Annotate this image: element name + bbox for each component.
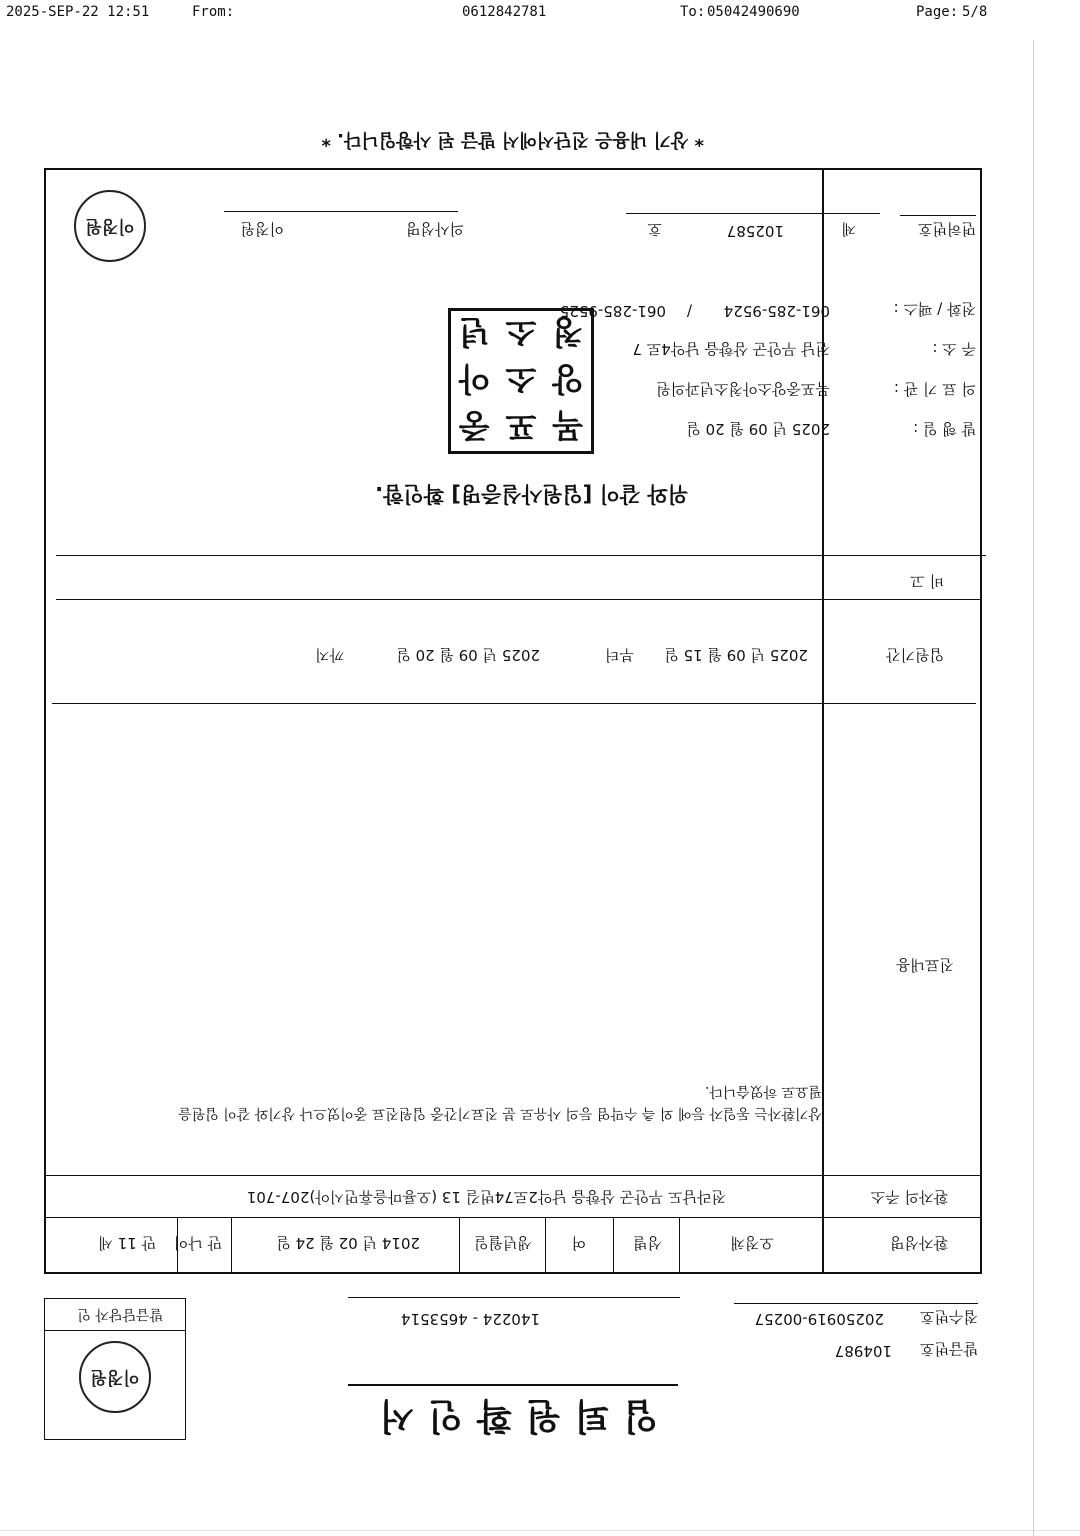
doctor-underline: [224, 211, 458, 212]
row4-bottom: [56, 599, 982, 600]
institution-label: 의 료 기 관 :: [893, 380, 976, 398]
fax-number: 061-285-9525: [559, 302, 666, 320]
doctor-name: 이정원: [240, 220, 284, 238]
institution-seal: [448, 308, 594, 454]
seal-char: 포: [505, 406, 537, 445]
address-label: 주 소 :: [932, 340, 976, 358]
issue-date: 2025 년 09 월 20 일: [686, 420, 830, 438]
seal-char: 소: [505, 360, 537, 399]
row1-divider-e: [231, 1218, 232, 1274]
seal-char: 아: [458, 360, 490, 399]
fax-page-label: Page:: [916, 4, 959, 20]
issuer-stamp-box: [44, 1298, 186, 1440]
resident-number: 140224 - 4653514: [400, 1310, 540, 1328]
doctor-seal: 이정원: [74, 190, 146, 262]
receipt-label: 접수번호: [920, 1308, 978, 1326]
issuer-stamp-label: 발급담당자 인: [77, 1306, 163, 1322]
fax-from-number: 0612842781: [462, 4, 547, 20]
fax-datetime: 2025-SEP-22 12:51: [6, 4, 150, 20]
diagnosis-line-2: 필요로 하였습니다.: [704, 1083, 822, 1099]
phone-number: 061-285-9524: [723, 302, 830, 320]
row1-divider-b: [613, 1218, 614, 1274]
footer-notice: * 상기 내용은 진단서에서 발급 된 사항입니다. *: [321, 129, 704, 150]
resident-underline: [348, 1297, 680, 1298]
issue-date-label: 발 행 일 :: [913, 420, 976, 438]
patient-name-label: 환자성명: [890, 1234, 948, 1252]
fax-to-label: To:: [680, 4, 706, 20]
phone-separator: /: [686, 302, 692, 320]
birth-date: 2014 년 02 월 24 일: [276, 1234, 420, 1252]
patient-name: 오정채: [730, 1234, 774, 1252]
issuer-seal: 이정원: [79, 1341, 151, 1413]
until-word: 까지: [315, 646, 344, 664]
age: 만 11 세: [98, 1234, 156, 1252]
row1-bottom: [46, 1217, 982, 1218]
gender: 여: [571, 1234, 586, 1252]
diagnosis-line-1: 상기환자는 동일자 등에 외 측 수막염 등의 사유로 분 진료기간중 입원진료 중이였으나 상기와 같이 입원을: [178, 1105, 822, 1121]
fax-page-value: 5/8: [962, 4, 988, 20]
row5-bottom: [56, 555, 986, 556]
receipt-underline: [734, 1303, 978, 1304]
row2-bottom: [46, 1175, 982, 1176]
license-prefix: 제: [841, 220, 856, 238]
stamp-box-divider: [45, 1330, 185, 1331]
institution-name: 목포중앙소아청소년과의원: [656, 380, 830, 398]
title-underline: [348, 1384, 678, 1386]
diagnosis-label: 진료내용: [896, 956, 954, 974]
remarks-label: 비 고: [910, 572, 944, 590]
label-column-divider: [822, 170, 824, 1274]
fax-to-number: 05042490690: [707, 4, 800, 20]
license-suffix: 호: [647, 220, 662, 238]
institution-address: 전남 무안군 삼향읍 남악4로 7: [632, 340, 830, 358]
seal-char: 청: [552, 313, 584, 352]
license-label: 면허번호: [918, 220, 976, 238]
patient-address: 전라남도 무안군 삼향읍 남악2로74번길 13 (오룡마을휴먼시아)207-701: [246, 1188, 726, 1206]
birth-label: 생년월일: [474, 1234, 532, 1252]
document-title: 입퇴원확인서: [365, 1395, 658, 1436]
fax-from-label: From:: [192, 4, 235, 20]
phone-fax-label: 전화 / 팩스 :: [893, 300, 976, 318]
seal-char: 중: [458, 406, 490, 445]
seal-char: 앙: [552, 360, 584, 399]
seal-char: 소: [505, 313, 537, 352]
patient-address-label: 환자의 주소: [870, 1188, 948, 1206]
seal-char: 년: [458, 313, 490, 352]
age-label: 만 나이: [173, 1234, 222, 1252]
confirm-statement: 위와 같이 [입원사실증명] 확인함.: [375, 482, 688, 506]
issue-number: 104987: [834, 1342, 892, 1360]
gender-label: 성별: [633, 1234, 662, 1252]
row3-bottom: [52, 703, 976, 704]
issue-number-label: 발급번호: [920, 1340, 978, 1358]
admission-period-label: 입원기간: [886, 646, 944, 664]
row1-divider-a: [679, 1218, 680, 1274]
doctor-label: 의사성명: [406, 220, 464, 238]
license-number: 102587: [726, 222, 784, 240]
row1-divider-c: [545, 1218, 546, 1274]
from-word: 부터: [605, 646, 634, 664]
row1-divider-d: [459, 1218, 460, 1274]
admission-end: 2025 년 09 월 20 일: [396, 646, 540, 664]
receipt-number: 20250919-00257: [754, 1310, 884, 1328]
license-label-underline: [900, 215, 976, 216]
row1-divider-f: [177, 1218, 178, 1274]
seal-char: 목: [552, 406, 584, 445]
license-number-underline: [626, 213, 880, 214]
admission-start: 2025 년 09 월 15 일: [664, 646, 808, 664]
